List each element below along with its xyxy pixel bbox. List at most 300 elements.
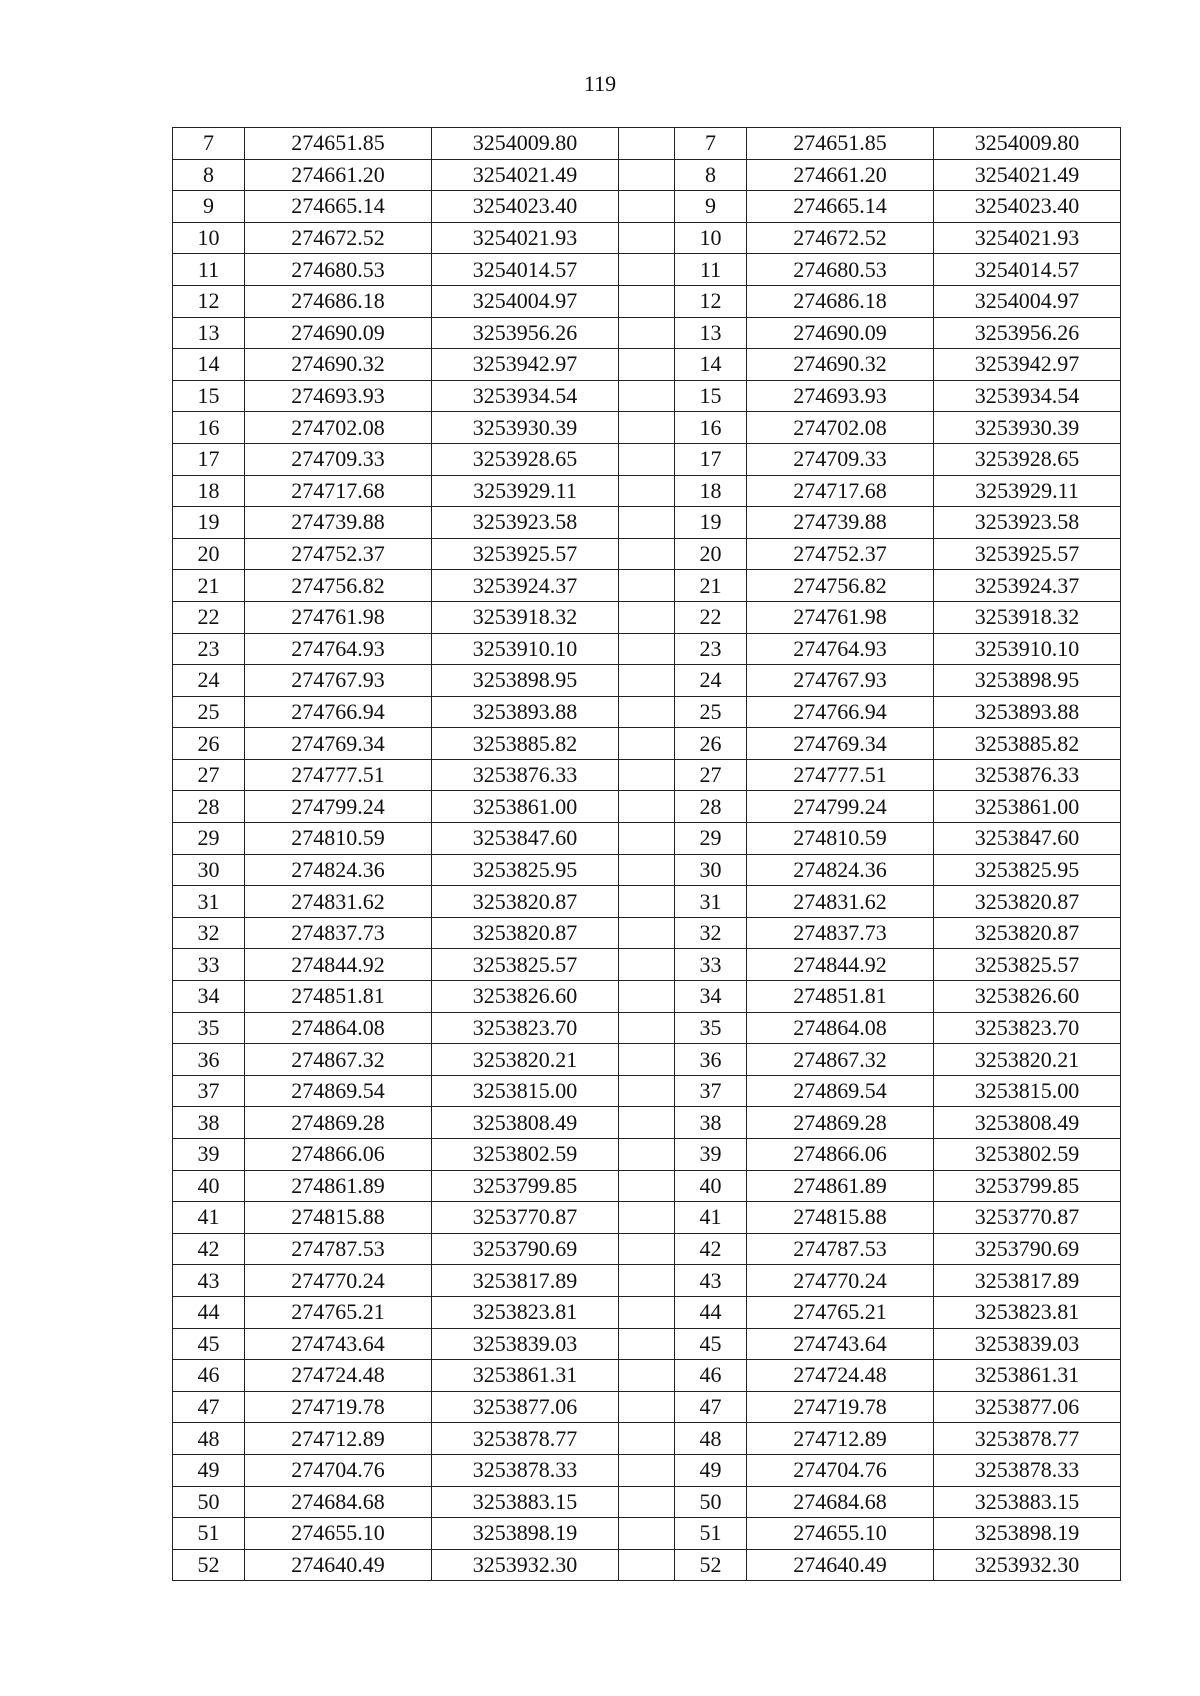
right-y-coordinate-cell: 3253885.82	[934, 728, 1121, 760]
table-row	[173, 728, 1121, 760]
right-point-number-cell: 24	[675, 665, 747, 697]
left-y-coordinate-cell: 3253928.65	[432, 443, 619, 475]
left-x-coordinate-cell: 274799.24	[245, 791, 432, 823]
left-y-coordinate-cell: 3253861.00	[432, 791, 619, 823]
right-y-coordinate-cell: 3253861.00	[934, 791, 1121, 823]
right-y-coordinate-cell: 3253910.10	[934, 633, 1121, 665]
right-point-number-cell: 37	[675, 1075, 747, 1107]
left-x-coordinate-cell: 274767.93	[245, 665, 432, 697]
left-point-number-cell: 19	[173, 507, 245, 539]
left-y-coordinate-cell: 3253823.81	[432, 1296, 619, 1328]
left-y-coordinate-cell: 3253883.15	[432, 1486, 619, 1518]
left-y-coordinate-cell: 3253825.57	[432, 949, 619, 981]
table-row	[173, 285, 1121, 317]
right-y-coordinate-cell: 3253877.06	[934, 1391, 1121, 1423]
left-point-number-cell: 51	[173, 1518, 245, 1550]
right-point-number-cell: 21	[675, 570, 747, 602]
left-x-coordinate-cell: 274684.68	[245, 1486, 432, 1518]
right-x-coordinate-cell: 274869.54	[747, 1075, 934, 1107]
right-y-coordinate-cell: 3253918.32	[934, 601, 1121, 633]
right-y-coordinate-cell: 3253930.39	[934, 412, 1121, 444]
left-y-coordinate-cell: 3253790.69	[432, 1233, 619, 1265]
table-row	[173, 412, 1121, 444]
right-point-number-cell: 23	[675, 633, 747, 665]
spacer-cell	[619, 1518, 675, 1550]
table-row	[173, 1233, 1121, 1265]
table-row	[173, 1328, 1121, 1360]
right-x-coordinate-cell: 274655.10	[747, 1518, 934, 1550]
left-x-coordinate-cell: 274672.52	[245, 222, 432, 254]
left-y-coordinate-cell: 3253924.37	[432, 570, 619, 602]
right-x-coordinate-cell: 274869.28	[747, 1107, 934, 1139]
left-point-number-cell: 45	[173, 1328, 245, 1360]
spacer-cell	[619, 349, 675, 381]
spacer-cell	[619, 791, 675, 823]
left-x-coordinate-cell: 274690.32	[245, 349, 432, 381]
left-y-coordinate-cell: 3254014.57	[432, 254, 619, 286]
left-x-coordinate-cell: 274861.89	[245, 1170, 432, 1202]
right-point-number-cell: 51	[675, 1518, 747, 1550]
right-x-coordinate-cell: 274717.68	[747, 475, 934, 507]
table-row	[173, 917, 1121, 949]
table-row	[173, 1518, 1121, 1550]
right-y-coordinate-cell: 3253817.89	[934, 1265, 1121, 1297]
left-x-coordinate-cell: 274712.89	[245, 1423, 432, 1455]
left-point-number-cell: 25	[173, 696, 245, 728]
spacer-cell	[619, 886, 675, 918]
left-y-coordinate-cell: 3253929.11	[432, 475, 619, 507]
table-row	[173, 854, 1121, 886]
right-x-coordinate-cell: 274824.36	[747, 854, 934, 886]
spacer-cell	[619, 759, 675, 791]
left-y-coordinate-cell: 3253820.87	[432, 886, 619, 918]
right-x-coordinate-cell: 274672.52	[747, 222, 934, 254]
spacer-cell	[619, 191, 675, 223]
right-point-number-cell: 27	[675, 759, 747, 791]
left-x-coordinate-cell: 274709.33	[245, 443, 432, 475]
table-row	[173, 128, 1121, 160]
left-point-number-cell: 33	[173, 949, 245, 981]
left-point-number-cell: 52	[173, 1549, 245, 1581]
right-x-coordinate-cell: 274739.88	[747, 507, 934, 539]
table-row	[173, 1486, 1121, 1518]
right-y-coordinate-cell: 3253802.59	[934, 1139, 1121, 1171]
table-row	[173, 886, 1121, 918]
right-y-coordinate-cell: 3253808.49	[934, 1107, 1121, 1139]
left-x-coordinate-cell: 274810.59	[245, 823, 432, 855]
left-x-coordinate-cell: 274693.93	[245, 380, 432, 412]
right-y-coordinate-cell: 3253820.87	[934, 917, 1121, 949]
left-point-number-cell: 38	[173, 1107, 245, 1139]
right-x-coordinate-cell: 274709.33	[747, 443, 934, 475]
left-x-coordinate-cell: 274815.88	[245, 1202, 432, 1234]
spacer-cell	[619, 1549, 675, 1581]
left-point-number-cell: 47	[173, 1391, 245, 1423]
left-y-coordinate-cell: 3253839.03	[432, 1328, 619, 1360]
spacer-cell	[619, 696, 675, 728]
table-row	[173, 1296, 1121, 1328]
left-y-coordinate-cell: 3253934.54	[432, 380, 619, 412]
coordinate-table-body	[173, 128, 1121, 1581]
right-point-number-cell: 16	[675, 412, 747, 444]
left-y-coordinate-cell: 3253898.19	[432, 1518, 619, 1550]
left-y-coordinate-cell: 3253823.70	[432, 1012, 619, 1044]
right-point-number-cell: 48	[675, 1423, 747, 1455]
left-y-coordinate-cell: 3253932.30	[432, 1549, 619, 1581]
spacer-cell	[619, 1202, 675, 1234]
left-point-number-cell: 20	[173, 538, 245, 570]
left-x-coordinate-cell: 274661.20	[245, 159, 432, 191]
right-y-coordinate-cell: 3253883.15	[934, 1486, 1121, 1518]
right-x-coordinate-cell: 274766.94	[747, 696, 934, 728]
spacer-cell	[619, 1107, 675, 1139]
right-x-coordinate-cell: 274799.24	[747, 791, 934, 823]
right-x-coordinate-cell: 274661.20	[747, 159, 934, 191]
right-y-coordinate-cell: 3253942.97	[934, 349, 1121, 381]
table-row	[173, 191, 1121, 223]
left-y-coordinate-cell: 3254021.93	[432, 222, 619, 254]
table-row	[173, 1170, 1121, 1202]
left-point-number-cell: 31	[173, 886, 245, 918]
right-x-coordinate-cell: 274640.49	[747, 1549, 934, 1581]
table-row	[173, 1202, 1121, 1234]
table-row	[173, 1075, 1121, 1107]
left-y-coordinate-cell: 3253799.85	[432, 1170, 619, 1202]
right-x-coordinate-cell: 274767.93	[747, 665, 934, 697]
left-point-number-cell: 37	[173, 1075, 245, 1107]
left-x-coordinate-cell: 274777.51	[245, 759, 432, 791]
right-y-coordinate-cell: 3253898.19	[934, 1518, 1121, 1550]
left-x-coordinate-cell: 274766.94	[245, 696, 432, 728]
right-point-number-cell: 17	[675, 443, 747, 475]
right-x-coordinate-cell: 274815.88	[747, 1202, 934, 1234]
right-y-coordinate-cell: 3253861.31	[934, 1360, 1121, 1392]
left-point-number-cell: 36	[173, 1044, 245, 1076]
right-x-coordinate-cell: 274665.14	[747, 191, 934, 223]
left-point-number-cell: 34	[173, 981, 245, 1013]
right-point-number-cell: 26	[675, 728, 747, 760]
left-point-number-cell: 44	[173, 1296, 245, 1328]
left-point-number-cell: 23	[173, 633, 245, 665]
left-y-coordinate-cell: 3254023.40	[432, 191, 619, 223]
right-point-number-cell: 40	[675, 1170, 747, 1202]
right-x-coordinate-cell: 274864.08	[747, 1012, 934, 1044]
right-point-number-cell: 11	[675, 254, 747, 286]
left-x-coordinate-cell: 274640.49	[245, 1549, 432, 1581]
spacer-cell	[619, 601, 675, 633]
spacer-cell	[619, 1423, 675, 1455]
right-point-number-cell: 28	[675, 791, 747, 823]
spacer-cell	[619, 854, 675, 886]
spacer-cell	[619, 917, 675, 949]
right-y-coordinate-cell: 3253925.57	[934, 538, 1121, 570]
right-y-coordinate-cell: 3253839.03	[934, 1328, 1121, 1360]
left-point-number-cell: 7	[173, 128, 245, 160]
right-y-coordinate-cell: 3253815.00	[934, 1075, 1121, 1107]
right-x-coordinate-cell: 274752.37	[747, 538, 934, 570]
spacer-cell	[619, 665, 675, 697]
table-row	[173, 349, 1121, 381]
left-point-number-cell: 27	[173, 759, 245, 791]
right-x-coordinate-cell: 274831.62	[747, 886, 934, 918]
left-point-number-cell: 49	[173, 1454, 245, 1486]
right-x-coordinate-cell: 274837.73	[747, 917, 934, 949]
left-x-coordinate-cell: 274770.24	[245, 1265, 432, 1297]
left-y-coordinate-cell: 3253802.59	[432, 1139, 619, 1171]
right-point-number-cell: 44	[675, 1296, 747, 1328]
left-point-number-cell: 9	[173, 191, 245, 223]
left-x-coordinate-cell: 274851.81	[245, 981, 432, 1013]
spacer-cell	[619, 1328, 675, 1360]
right-point-number-cell: 14	[675, 349, 747, 381]
right-y-coordinate-cell: 3253934.54	[934, 380, 1121, 412]
right-y-coordinate-cell: 3253898.95	[934, 665, 1121, 697]
spacer-cell	[619, 317, 675, 349]
spacer-cell	[619, 1360, 675, 1392]
left-y-coordinate-cell: 3253925.57	[432, 538, 619, 570]
right-point-number-cell: 22	[675, 601, 747, 633]
left-x-coordinate-cell: 274869.28	[245, 1107, 432, 1139]
right-y-coordinate-cell: 3253820.21	[934, 1044, 1121, 1076]
left-y-coordinate-cell: 3253898.95	[432, 665, 619, 697]
left-point-number-cell: 10	[173, 222, 245, 254]
right-point-number-cell: 7	[675, 128, 747, 160]
left-x-coordinate-cell: 274787.53	[245, 1233, 432, 1265]
table-row	[173, 1012, 1121, 1044]
left-x-coordinate-cell: 274769.34	[245, 728, 432, 760]
left-x-coordinate-cell: 274837.73	[245, 917, 432, 949]
left-y-coordinate-cell: 3253885.82	[432, 728, 619, 760]
right-point-number-cell: 13	[675, 317, 747, 349]
spacer-cell	[619, 1265, 675, 1297]
left-y-coordinate-cell: 3253918.32	[432, 601, 619, 633]
right-y-coordinate-cell: 3253924.37	[934, 570, 1121, 602]
table-row	[173, 1107, 1121, 1139]
right-x-coordinate-cell: 274787.53	[747, 1233, 934, 1265]
right-y-coordinate-cell: 3253929.11	[934, 475, 1121, 507]
right-point-number-cell: 29	[675, 823, 747, 855]
right-x-coordinate-cell: 274861.89	[747, 1170, 934, 1202]
table-row	[173, 1360, 1121, 1392]
table-row	[173, 823, 1121, 855]
table-row	[173, 570, 1121, 602]
left-point-number-cell: 21	[173, 570, 245, 602]
right-x-coordinate-cell: 274866.06	[747, 1139, 934, 1171]
spacer-cell	[619, 222, 675, 254]
table-row	[173, 633, 1121, 665]
left-x-coordinate-cell: 274719.78	[245, 1391, 432, 1423]
right-point-number-cell: 33	[675, 949, 747, 981]
spacer-cell	[619, 1454, 675, 1486]
right-y-coordinate-cell: 3254021.49	[934, 159, 1121, 191]
left-x-coordinate-cell: 274665.14	[245, 191, 432, 223]
right-point-number-cell: 19	[675, 507, 747, 539]
right-point-number-cell: 47	[675, 1391, 747, 1423]
right-point-number-cell: 18	[675, 475, 747, 507]
right-point-number-cell: 49	[675, 1454, 747, 1486]
left-x-coordinate-cell: 274824.36	[245, 854, 432, 886]
left-point-number-cell: 35	[173, 1012, 245, 1044]
left-y-coordinate-cell: 3253893.88	[432, 696, 619, 728]
table-row	[173, 222, 1121, 254]
right-x-coordinate-cell: 274769.34	[747, 728, 934, 760]
right-x-coordinate-cell: 274690.09	[747, 317, 934, 349]
right-y-coordinate-cell: 3253825.95	[934, 854, 1121, 886]
right-y-coordinate-cell: 3253823.70	[934, 1012, 1121, 1044]
left-y-coordinate-cell: 3254009.80	[432, 128, 619, 160]
spacer-cell	[619, 949, 675, 981]
right-point-number-cell: 12	[675, 285, 747, 317]
table-row	[173, 601, 1121, 633]
left-x-coordinate-cell: 274655.10	[245, 1518, 432, 1550]
left-y-coordinate-cell: 3253825.95	[432, 854, 619, 886]
right-y-coordinate-cell: 3253893.88	[934, 696, 1121, 728]
left-y-coordinate-cell: 3253808.49	[432, 1107, 619, 1139]
right-y-coordinate-cell: 3253956.26	[934, 317, 1121, 349]
right-x-coordinate-cell: 274844.92	[747, 949, 934, 981]
left-point-number-cell: 32	[173, 917, 245, 949]
right-point-number-cell: 8	[675, 159, 747, 191]
left-point-number-cell: 16	[173, 412, 245, 444]
left-point-number-cell: 22	[173, 601, 245, 633]
spacer-cell	[619, 1391, 675, 1423]
left-y-coordinate-cell: 3253820.21	[432, 1044, 619, 1076]
left-x-coordinate-cell: 274704.76	[245, 1454, 432, 1486]
right-x-coordinate-cell: 274724.48	[747, 1360, 934, 1392]
right-y-coordinate-cell: 3253923.58	[934, 507, 1121, 539]
right-y-coordinate-cell: 3253825.57	[934, 949, 1121, 981]
left-point-number-cell: 11	[173, 254, 245, 286]
table-row	[173, 380, 1121, 412]
table-row	[173, 949, 1121, 981]
left-x-coordinate-cell: 274752.37	[245, 538, 432, 570]
table-row	[173, 665, 1121, 697]
right-point-number-cell: 39	[675, 1139, 747, 1171]
table-row	[173, 1265, 1121, 1297]
spacer-cell	[619, 633, 675, 665]
right-y-coordinate-cell: 3253878.77	[934, 1423, 1121, 1455]
right-y-coordinate-cell: 3253823.81	[934, 1296, 1121, 1328]
right-point-number-cell: 46	[675, 1360, 747, 1392]
left-y-coordinate-cell: 3253877.06	[432, 1391, 619, 1423]
left-y-coordinate-cell: 3253942.97	[432, 349, 619, 381]
table-row	[173, 443, 1121, 475]
left-x-coordinate-cell: 274739.88	[245, 507, 432, 539]
right-y-coordinate-cell: 3254023.40	[934, 191, 1121, 223]
table-row	[173, 1423, 1121, 1455]
left-x-coordinate-cell: 274864.08	[245, 1012, 432, 1044]
right-x-coordinate-cell: 274743.64	[747, 1328, 934, 1360]
left-point-number-cell: 18	[173, 475, 245, 507]
right-y-coordinate-cell: 3253932.30	[934, 1549, 1121, 1581]
table-row	[173, 759, 1121, 791]
left-x-coordinate-cell: 274702.08	[245, 412, 432, 444]
left-point-number-cell: 14	[173, 349, 245, 381]
left-x-coordinate-cell: 274844.92	[245, 949, 432, 981]
table-row	[173, 538, 1121, 570]
right-point-number-cell: 35	[675, 1012, 747, 1044]
right-x-coordinate-cell: 274704.76	[747, 1454, 934, 1486]
left-x-coordinate-cell: 274869.54	[245, 1075, 432, 1107]
right-x-coordinate-cell: 274761.98	[747, 601, 934, 633]
right-x-coordinate-cell: 274867.32	[747, 1044, 934, 1076]
left-y-coordinate-cell: 3254004.97	[432, 285, 619, 317]
spacer-cell	[619, 1486, 675, 1518]
right-x-coordinate-cell: 274680.53	[747, 254, 934, 286]
left-point-number-cell: 24	[173, 665, 245, 697]
spacer-cell	[619, 254, 675, 286]
left-point-number-cell: 30	[173, 854, 245, 886]
spacer-cell	[619, 1233, 675, 1265]
left-x-coordinate-cell: 274686.18	[245, 285, 432, 317]
spacer-cell	[619, 570, 675, 602]
left-point-number-cell: 40	[173, 1170, 245, 1202]
right-point-number-cell: 15	[675, 380, 747, 412]
spacer-cell	[619, 443, 675, 475]
spacer-cell	[619, 128, 675, 160]
right-x-coordinate-cell: 274765.21	[747, 1296, 934, 1328]
left-x-coordinate-cell: 274743.64	[245, 1328, 432, 1360]
left-point-number-cell: 29	[173, 823, 245, 855]
left-y-coordinate-cell: 3253815.00	[432, 1075, 619, 1107]
right-point-number-cell: 36	[675, 1044, 747, 1076]
table-row	[173, 254, 1121, 286]
table-row	[173, 159, 1121, 191]
spacer-cell	[619, 285, 675, 317]
left-y-coordinate-cell: 3253878.33	[432, 1454, 619, 1486]
left-x-coordinate-cell: 274680.53	[245, 254, 432, 286]
left-y-coordinate-cell: 3253876.33	[432, 759, 619, 791]
right-x-coordinate-cell: 274764.93	[747, 633, 934, 665]
spacer-cell	[619, 1075, 675, 1107]
table-row	[173, 696, 1121, 728]
left-point-number-cell: 26	[173, 728, 245, 760]
left-point-number-cell: 17	[173, 443, 245, 475]
right-point-number-cell: 10	[675, 222, 747, 254]
left-point-number-cell: 48	[173, 1423, 245, 1455]
table-row	[173, 1139, 1121, 1171]
spacer-cell	[619, 538, 675, 570]
spacer-cell	[619, 728, 675, 760]
left-point-number-cell: 15	[173, 380, 245, 412]
left-x-coordinate-cell: 274831.62	[245, 886, 432, 918]
left-point-number-cell: 8	[173, 159, 245, 191]
spacer-cell	[619, 475, 675, 507]
right-x-coordinate-cell: 274690.32	[747, 349, 934, 381]
right-y-coordinate-cell: 3253876.33	[934, 759, 1121, 791]
coordinate-table	[172, 127, 1121, 1581]
left-x-coordinate-cell: 274690.09	[245, 317, 432, 349]
right-x-coordinate-cell: 274712.89	[747, 1423, 934, 1455]
right-point-number-cell: 50	[675, 1486, 747, 1518]
right-point-number-cell: 38	[675, 1107, 747, 1139]
left-x-coordinate-cell: 274765.21	[245, 1296, 432, 1328]
left-y-coordinate-cell: 3253861.31	[432, 1360, 619, 1392]
right-x-coordinate-cell: 274686.18	[747, 285, 934, 317]
left-y-coordinate-cell: 3253820.87	[432, 917, 619, 949]
right-point-number-cell: 42	[675, 1233, 747, 1265]
right-point-number-cell: 31	[675, 886, 747, 918]
right-y-coordinate-cell: 3253847.60	[934, 823, 1121, 855]
spacer-cell	[619, 159, 675, 191]
right-y-coordinate-cell: 3253878.33	[934, 1454, 1121, 1486]
spacer-cell	[619, 380, 675, 412]
left-point-number-cell: 39	[173, 1139, 245, 1171]
right-point-number-cell: 32	[675, 917, 747, 949]
table-row	[173, 1549, 1121, 1581]
spacer-cell	[619, 507, 675, 539]
right-x-coordinate-cell: 274777.51	[747, 759, 934, 791]
